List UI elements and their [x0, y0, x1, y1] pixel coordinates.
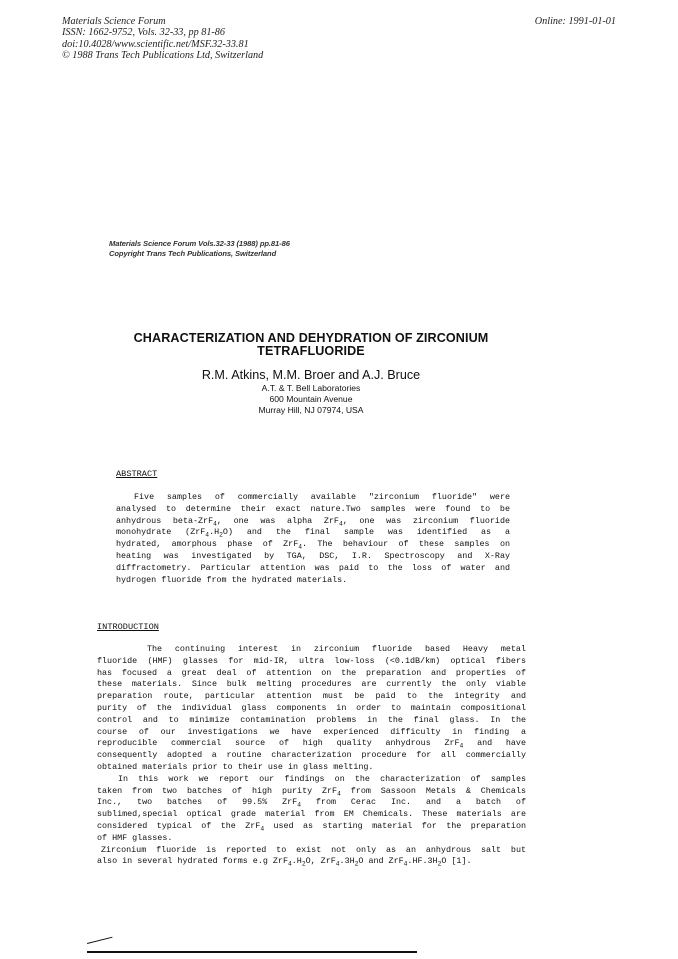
- intro-line: consequently adopted a routine characterization procedure for all commercially: [97, 750, 526, 761]
- intro-line: purity of the individual glass components in order to maintain compositional: [97, 702, 526, 713]
- affiliation-line: 600 Mountain Avenue: [269, 394, 353, 404]
- intro-line: of HMF glasses.: [97, 832, 173, 843]
- intro-line: also in several hydrated forms e.g $ZrF_4.H_2O$, $ZrF_4.3H_2O$ and $ZrF_4.HF.3H_2O$ [1].: [97, 856, 472, 869]
- intro-line: has focused a great deal of attention on the preparation and properties of: [97, 667, 526, 678]
- intro-line: In this work we report our findings on the characterization of samples: [118, 773, 526, 784]
- intro-line: taken from two batches of high purity ZrF$_4$ from Sassoon Metals & Chemicals: [97, 785, 527, 798]
- abstract-line: heating was investigated by TGA, DSC, I.R. Spectroscopy and X-Ray: [116, 550, 510, 561]
- forum-volume: Materials Science Forum Vols.32-33 (1988) pp.81-86: [109, 239, 290, 248]
- intro-line: control and to minimize contamination problems in the final glass. In the: [97, 714, 526, 725]
- forum-note: [109, 239, 290, 259]
- affiliation-line: Murray Hill, NJ 07974, USA: [258, 405, 364, 415]
- intro-line: The continuing interest in zirconium fluoride based Heavy metal: [147, 644, 526, 654]
- intro-line: Zirconium fluoride is reported to exist not only as an anhydrous salt but: [101, 844, 526, 855]
- journal-header: [62, 16, 263, 62]
- intro-line: considered typical of the ZrF$_4$ used as starting material for the preparation: [97, 820, 526, 833]
- abstract-heading: ABSTRACT: [116, 469, 158, 479]
- footer-rule-mark: [87, 937, 112, 944]
- intro-line: fluoride (HMF) glasses for mid-IR, ultra low-loss (<0.1dB/km) optical fibers: [97, 655, 526, 666]
- doi-line[interactable]: doi:10.4028/www.scientific.net/MSF.32-33.81: [62, 38, 249, 50]
- abstract-line: analysed to determine their exact nature.Two samples were found to be: [116, 503, 510, 514]
- title-line-2: TETRAFLUORIDE: [257, 344, 365, 358]
- abstract-line: diffractometry. Particular attention was paid to the loss of water and: [116, 562, 510, 573]
- author-list: R.M. Atkins, M.M. Broer and A.J. Bruce: [201, 368, 421, 382]
- paper-title: [0, 332, 622, 358]
- intro-line: sublimed,special optical grade material from EM Chemicals. These materials are: [97, 809, 526, 820]
- introduction-heading: INTRODUCTION: [97, 622, 159, 632]
- copyright-line: © 1988 Trans Tech Publications Ltd, Switzerland: [62, 50, 264, 62]
- abstract-body: [116, 492, 510, 586]
- abstract-line: hydrogen fluoride from the hydrated materials.: [116, 574, 348, 585]
- affiliation: [0, 383, 622, 416]
- forum-copyright: Copyright Trans Tech Publications, Switzerland: [109, 249, 277, 258]
- affiliation-line: A.T. & T. Bell Laboratories: [261, 383, 361, 393]
- abstract-line: hydrated, amorphous phase of ZrF$_4$. The behaviour of these samples on: [116, 539, 511, 551]
- intro-line: course of our investigations we have experienced difficulty in finding a: [97, 726, 526, 737]
- online-date: Online: 1991-01-01: [534, 16, 616, 27]
- intro-line: preparation route, particular attention must be paid to the integrity and: [97, 691, 526, 702]
- abstract-line: monohydrate $(ZrF_4.H_2O)$ and the final sample was identified as a: [116, 527, 510, 540]
- abstract-line: Five samples of commercially available "zirconium fluoride" were: [134, 492, 510, 502]
- intro-line: these materials. Since bulk melting procedures are currently the only viable: [97, 679, 526, 690]
- footer-rule: [87, 951, 417, 953]
- issn-line: ISSN: 1662-9752, Vols. 32-33, pp 81-86: [62, 27, 225, 39]
- introduction-body: [97, 644, 526, 868]
- intro-line: obtained materials prior to their use in glass melting.: [97, 761, 374, 772]
- intro-line: Inc., two batches of 99.5% ZrF$_4$ from Cerac Inc. and a batch of: [97, 797, 526, 810]
- title-line-1: CHARACTERIZATION AND DEHYDRATION OF ZIRCONIUM: [133, 331, 489, 345]
- journal-name: Materials Science Forum: [62, 16, 166, 27]
- intro-line: reproducible commercial source of high quality anhydrous ZrF$_4$ and have: [97, 738, 526, 751]
- abstract-line: anhydrous beta-ZrF$_4$, one was alpha ZrF$_4$, one was zirconium fluoride: [116, 515, 510, 528]
